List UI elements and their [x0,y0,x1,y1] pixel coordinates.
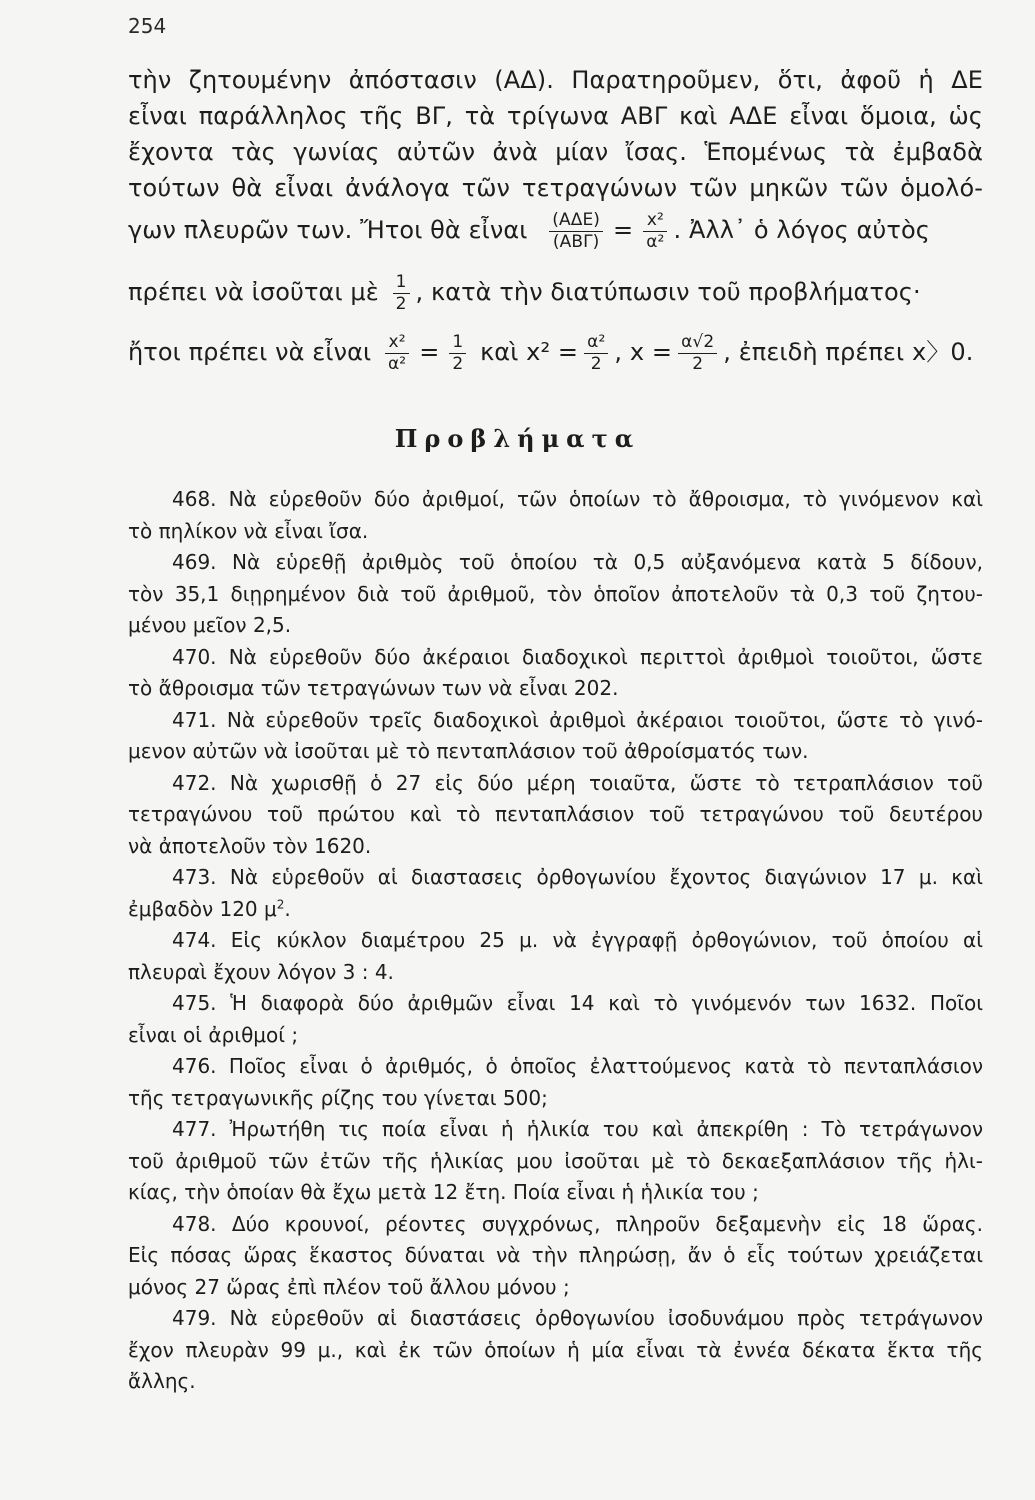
equals-sign: = [613,216,634,244]
fraction-x2-over-a2 [643,209,667,252]
problem-476-line: τῆς τετραγωνικῆς ρίζης του γίνεται 500; [128,1085,548,1110]
problem-472-line: τετραγώνου τοῦ πρώτου καὶ τὸ πενταπλάσιον τοῦ τετραγώνου τοῦ δευτέρου [128,802,983,826]
intro-text-fragment: . Ἀλλ᾿ ὁ λόγος αὐτὸς [673,216,930,244]
intro-text-fragment: γων πλευρῶν των. Ἤτοι θὰ εἶναι [128,216,528,244]
fraction-denominator: 2 [590,353,602,374]
fraction-one-half [393,271,410,314]
problem-477-line: 477. Ἠρωτήθη τις ποία εἶναι ἡ ἡλικία του καὶ ἀπεκρίθη : Τὸ τετράγωνον [172,1117,983,1141]
half-ratio-line [128,264,983,320]
problem-473-line: 473. Νὰ εὑρεθοῦν αἱ διαστασεις ὀρθογωνίου ἔχοντος διαγώνιον 17 μ. καὶ [172,865,983,889]
fraction-a2-over-2 [584,331,608,374]
problem-469-line: 469. Νὰ εὑρεθῇ ἀριθμὸς τοῦ ὁποίου τὰ 0,5 αὐξανόμενα κατὰ 5 δίδουν, [172,550,983,574]
problem-469-line: μένου μεῖον 2,5. [128,613,292,637]
problem-472-line: 472. Νὰ χωρισθῇ ὁ 27 εἰς δύο μέρη τοιαῦτα, ὥστε τὸ τετραπλάσιον τοῦ [172,770,983,795]
fraction-numerator: (ΑΔΕ) [549,212,603,232]
solution-equation-line [128,324,983,380]
problem-475-line: 475. Ἡ διαφορὰ δύο ἀριθμῶν εἶναι 14 καὶ τὸ γινόμενόν των 1632. Ποῖοι [172,991,983,1015]
problems-list [128,484,983,1398]
problem-479-line: ἄλλης. [128,1369,196,1393]
fraction-denominator: 2 [395,293,407,314]
intro-text-fragment: καὶ x² = [480,338,579,366]
intro-text-fragment: , ἐπειδὴ πρέπει x〉0. [723,338,974,366]
problem-476-line: 476. Ποῖος εἶναι ὁ ἀριθμός, ὁ ὁποῖος ἐλαττούμενος κατὰ τὸ πενταπλάσιον [172,1054,983,1078]
problem-478-line: μόνος 27 ὥρας ἐπὶ πλέον τοῦ ἄλλου μόνου ; [128,1274,570,1299]
problem-470-line: 470. Νὰ εὑρεθοῦν δύο ἀκέραιοι διαδοχικοὶ περιττοὶ ἀριθμοὶ τοιοῦτοι, ὥστε [172,644,983,669]
fraction-x2-over-a2 [385,331,409,374]
problem-477-line: κίας, τὴν ὁποίαν θὰ ἔχω μετὰ 12 ἔτη. Ποία εἶναι ἡ ἡλικία του ; [128,1180,759,1204]
problem-468-line: 468. Νὰ εὑρεθοῦν δύο ἀριθμοί, τῶν ὁποίων τὸ ἄθροισμα, τὸ γινόμενον καὶ [172,487,983,511]
problem-469-line: τὸν 35,1 διῃρημένον διὰ τοῦ ἀριθμοῦ, τὸν ὁποῖον ἀποτελοῦν τὰ 0,3 τοῦ ζητου- [128,581,983,606]
fraction-one-half [449,331,466,374]
fraction-a-root2-over-2 [678,331,717,374]
problem-477-line: τοῦ ἀριθμοῦ τῶν ἐτῶν τῆς ἡλικίας μου ἰσοῦται μὲ τὸ δεκαεξαπλάσιον τῆς ἡλι- [128,1148,983,1173]
intro-text-fragment: , x = [614,338,673,366]
problem-470-line: τὸ ἄθροισμα τῶν τετραγώνων των νὰ εἶναι 202. [128,676,619,700]
fraction-numerator: x² [643,212,667,232]
problem-474-line: 474. Εἰς κύκλον διαμέτρου 25 μ. νὰ ἐγγραφῇ ὀρθογώνιον, τοῦ ὁποίου αἱ [172,928,983,952]
problem-471-line: 471. Νὰ εὑρεθοῦν τρεῖς διαδοχικοὶ ἀριθμοὶ ἀκέραιοι τοιοῦτοι, ὥστε τὸ γινό- [172,707,983,732]
section-title: Προβλήματα [394,424,641,453]
problem-text: ἐμβαδὸν 120 μ [128,896,277,921]
problem-474-line: πλευραὶ ἔχουν λόγον 3 : 4. [128,959,394,984]
intro-line: τούτων θὰ εἶναι ἀνάλογα τῶν τετραγώνων τῶν μηκῶν τῶν ὁμολό- [128,174,983,202]
fraction-denominator: α² [646,231,665,252]
ratio-equation-line [128,202,983,258]
fraction-denominator: 2 [452,353,464,374]
fraction-numerator: 1 [449,334,466,354]
fraction-denominator: (ΑΒΓ) [552,231,600,252]
fraction-numerator: 1 [393,274,410,294]
problem-475-line: εἶναι οἱ ἀριθμοί ; [128,1022,299,1047]
fraction-denominator: α² [387,353,407,374]
problem-471-line: μενον αὐτῶν νὰ ἰσοῦται μὲ τὸ πενταπλάσιον τοῦ ἀθροίσματός των. [128,739,809,763]
intro-text-fragment: ἤτοι πρέπει νὰ εἶναι [128,338,372,366]
problem-479-line: 479. Νὰ εὑρεθοῦν αἱ διαστάσεις ὀρθογωνίου ἰσοδυνάμου πρὸς τετράγωνον [172,1306,983,1330]
problem-text: . [284,896,291,921]
fraction-numerator: α² [584,334,608,354]
intro-text-fragment: , κατὰ τὴν διατύπωσιν τοῦ προβλήματος· [415,278,921,306]
problem-478-line: Εἰς πόσας ὥρας ἕκαστος δύναται νὰ τὴν πληρώσῃ, ἄν ὁ εἷς τούτων χρειάζεται [128,1243,983,1267]
intro-line: τὴν ζητουμένην ἀπόστασιν (ΑΔ). Παρατηροῦμεν, ὅτι, ἀφοῦ ἡ ΔΕ [128,66,983,94]
intro-line: ἔχοντα τὰς γωνίας αὐτῶν ἀνὰ μίαν ἴσας. Ἑπομένως τὰ ἐμβαδὰ [128,138,983,166]
equals-sign: = [419,338,440,366]
problem-468-line: τὸ πηλίκον νὰ εἶναι ἴσα. [128,518,369,543]
problem-473-line [128,894,983,926]
fraction-area-ratio [549,209,603,252]
fraction-denominator: 2 [692,353,704,374]
fraction-numerator: x² [385,334,409,354]
problem-478-line: 478. Δύο κρουνοί, ρέοντες συγχρόνως, πληροῦν δεξαμενὴν εἰς 18 ὥρας. [172,1211,983,1236]
intro-text-fragment: πρέπει νὰ ἰσοῦται μὲ [128,278,379,306]
intro-text [128,62,983,380]
superscript: 2 [276,896,285,911]
problem-479-line: ἔχον πλευρὰν 99 μ., καὶ ἐκ τῶν ὁποίων ἡ μία εἶναι τὰ ἐννέα δέκατα ἕκτα τῆς [128,1337,983,1362]
intro-line: εἶναι παράλληλος τῆς ΒΓ, τὰ τρίγωνα ΑΒΓ καὶ ΑΔΕ εἶναι ὅμοια, ὡς [128,102,983,130]
problem-472-line: νὰ ἀποτελοῦν τὸν 1620. [128,833,372,858]
fraction-numerator: α√2 [678,334,717,354]
page-number: 254 [128,14,167,38]
